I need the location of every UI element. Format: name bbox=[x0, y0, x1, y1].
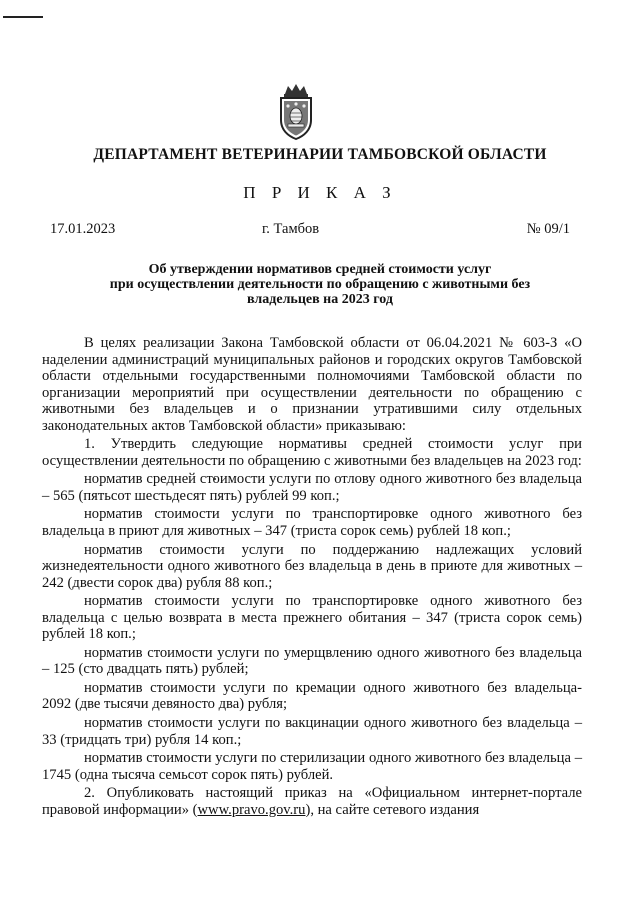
norm-paragraph: норматив средней стоимости услуги по отлову одного животного без владельца – 565 (пятьсот шестьдесят пять) рублей 99 коп.; bbox=[42, 471, 582, 504]
order-number: № 09/1 bbox=[526, 221, 570, 237]
subject-line: Об утверждении нормативов средней стоимости услуг bbox=[148, 262, 492, 277]
subject-line: владельцев на 2023 год bbox=[247, 292, 393, 307]
item-2-text: 2. Опубликовать настоящий приказ на «Официальном интернет-портале правовой информации» ( bbox=[42, 785, 582, 818]
norm-paragraph: норматив стоимости услуги по умерщвлению одного животного без владельца – 125 (сто двадцать пять) рублей; bbox=[42, 644, 582, 678]
subject-line: при осуществлении деятельности по обращению с животными без bbox=[109, 277, 531, 292]
norm-paragraph: норматив стоимости услуги по кремации одного животного без владельца- 2092 (две тысячи девяносто два) рубля; bbox=[42, 679, 582, 713]
preamble-paragraph: В целях реализации Закона Тамбовской области от 06.04.2021 № 603-З «О наделении администраций муниципальных районов и городских округов Тамбовской области отдельными государственными полномочиями Тамбовской области по организации мероприятий при осуществлении деятельности по обращению с животными без владельцев и о признании утратившими силу отдельных законодательных актов Тамбовской области» приказываю: bbox=[42, 335, 582, 434]
item-2-paragraph bbox=[42, 785, 582, 818]
norm-paragraph: норматив стоимости услуги по транспортировке одного животного без владельца с целью возврата в места прежнего обитания – 347 (триста сорок семь) рублей 18 коп.; bbox=[42, 593, 582, 643]
norm-paragraph: норматив стоимости услуги по транспортировке одного животного без владельца в приют для животных – 347 (триста сорок семь) рублей 18 коп.; bbox=[42, 506, 582, 540]
item-1-paragraph: 1. Утвердить следующие нормативы средней стоимости услуг при осуществлении деятельности по обращению с животными без владельцев на 2023 год: bbox=[42, 436, 582, 469]
department-name: ДЕПАРТАМЕНТ ВЕТЕРИНАРИИ ТАМБОВСКОЙ ОБЛАСТИ bbox=[93, 146, 547, 163]
item-2-text-end: ), на сайте сетевого издания bbox=[305, 801, 480, 818]
document-type: П Р И К А З bbox=[243, 183, 397, 202]
pravo-gov-link[interactable]: www.pravo.gov.ru bbox=[197, 801, 306, 818]
order-city: г. Тамбов bbox=[262, 221, 320, 237]
order-subject bbox=[70, 262, 570, 307]
norm-paragraph: норматив стоимости услуги по стерилизации одного животного без владельца – 1745 (одна тысяча семьсот сорок пять) рублей. bbox=[42, 750, 582, 783]
order-date: 17.01.2023 bbox=[50, 221, 116, 237]
tambov-coat-of-arms-icon bbox=[271, 82, 321, 142]
corner-mark bbox=[3, 16, 43, 18]
order-body bbox=[42, 335, 582, 820]
norm-paragraph: норматив стоимости услуги по поддержанию надлежащих условий жизнедеятельности одного животного без владельца в день в приюте для животных – 242 (двести сорок два) рубля 88 коп.; bbox=[42, 541, 582, 591]
norm-paragraph: норматив стоимости услуги по вакцинации одного животного без владельца – 33 (тридцать три) рубля 14 коп.; bbox=[42, 715, 582, 748]
